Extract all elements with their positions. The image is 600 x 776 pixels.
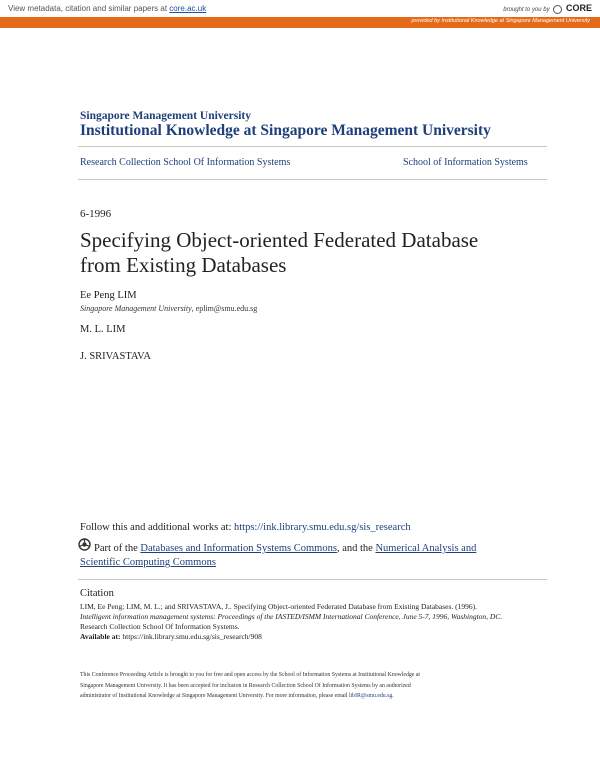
collection-link[interactable]: Research Collection School Of Information Systems xyxy=(80,157,291,168)
author-email: eplim@smu.edu.sg xyxy=(195,304,258,313)
school-link[interactable]: School of Information Systems xyxy=(403,157,528,168)
notice-line: This Conference Proceeding Article is brought to you for free and open access by the School of Information Systems at Institutional Knowledge at xyxy=(80,672,420,678)
citation-collection: Research Collection School Of Information Systems. xyxy=(80,622,240,631)
citation-line: LIM, Ee Peng; LIM, M. L.; and SRIVASTAVA, J.. Specifying Object-oriented Federated Database from Existing Databases. (1996). xyxy=(80,602,478,611)
publication-date: 6-1996 xyxy=(80,208,112,220)
core-logo-icon xyxy=(553,5,562,14)
follow-label: Follow this and additional works at: xyxy=(80,522,234,533)
databases-commons-link[interactable]: Databases and Information Systems Commons xyxy=(140,543,337,554)
author-name: J. SRIVASTAVA xyxy=(80,351,151,362)
provided-by-text[interactable]: provided by Institutional Knowledge at Singapore Management University xyxy=(411,18,590,24)
part-of-middle: , and the xyxy=(336,543,376,554)
core-link[interactable]: core.ac.uk xyxy=(169,4,207,13)
follow-line xyxy=(80,522,411,533)
author-affiliation: Singapore Management University, eplim@smu.edu.sg xyxy=(80,304,258,313)
university-name[interactable]: Singapore Management University xyxy=(80,110,252,122)
provided-by-bar xyxy=(0,17,600,28)
core-logo-text: CORE xyxy=(565,3,592,13)
author-name: Ee Peng LIM xyxy=(80,290,137,301)
core-banner xyxy=(0,0,600,17)
author-name: M. L. LIM xyxy=(80,324,126,335)
brought-by-label: brought to you by xyxy=(503,7,550,13)
divider xyxy=(78,579,547,580)
part-of-text xyxy=(80,542,520,570)
core-metadata-text xyxy=(8,4,206,13)
scientific-computing-link[interactable]: Scientific Computing Commons xyxy=(80,557,216,568)
available-at-label: Available at: xyxy=(80,632,121,641)
core-metadata-label: View metadata, citation and similar papers at xyxy=(8,4,170,13)
notice-line: administrator of Institutional Knowledge at Singapore Management University. For more information, please email xyxy=(80,693,349,699)
divider xyxy=(78,146,547,147)
notice-line: Singapore Management University. It has been accepted for inclusion in Research Collection School Of Information Systems by an authorized xyxy=(80,682,411,689)
repository-title[interactable]: Institutional Knowledge at Singapore Management University xyxy=(80,122,491,139)
notice-email-link[interactable]: libIR@smu.edu.sg xyxy=(348,693,393,699)
follow-url-link[interactable]: https://ink.library.smu.edu.sg/sis_research xyxy=(234,522,411,533)
citation-body xyxy=(80,602,525,642)
available-at-url[interactable]: https://ink.library.smu.edu.sg/sis_research/908 xyxy=(120,632,262,641)
notice-end: . xyxy=(392,693,394,699)
numerical-analysis-link[interactable]: Numerical Analysis and xyxy=(375,543,477,554)
citation-venue: Intelligent information management systems: Proceedings of the IASTED/ISMM International Conference, June 5-7, 1996, Washington, DC. xyxy=(80,612,503,621)
core-brand[interactable] xyxy=(503,3,592,14)
citation-heading: Citation xyxy=(80,588,114,599)
paper-title: Specifying Object-oriented Federated Database from Existing Databases xyxy=(80,228,479,277)
divider xyxy=(78,179,547,180)
access-notice xyxy=(80,670,500,702)
affiliation-institution: Singapore Management University xyxy=(80,304,192,313)
part-of-prefix: Part of the xyxy=(94,543,141,554)
